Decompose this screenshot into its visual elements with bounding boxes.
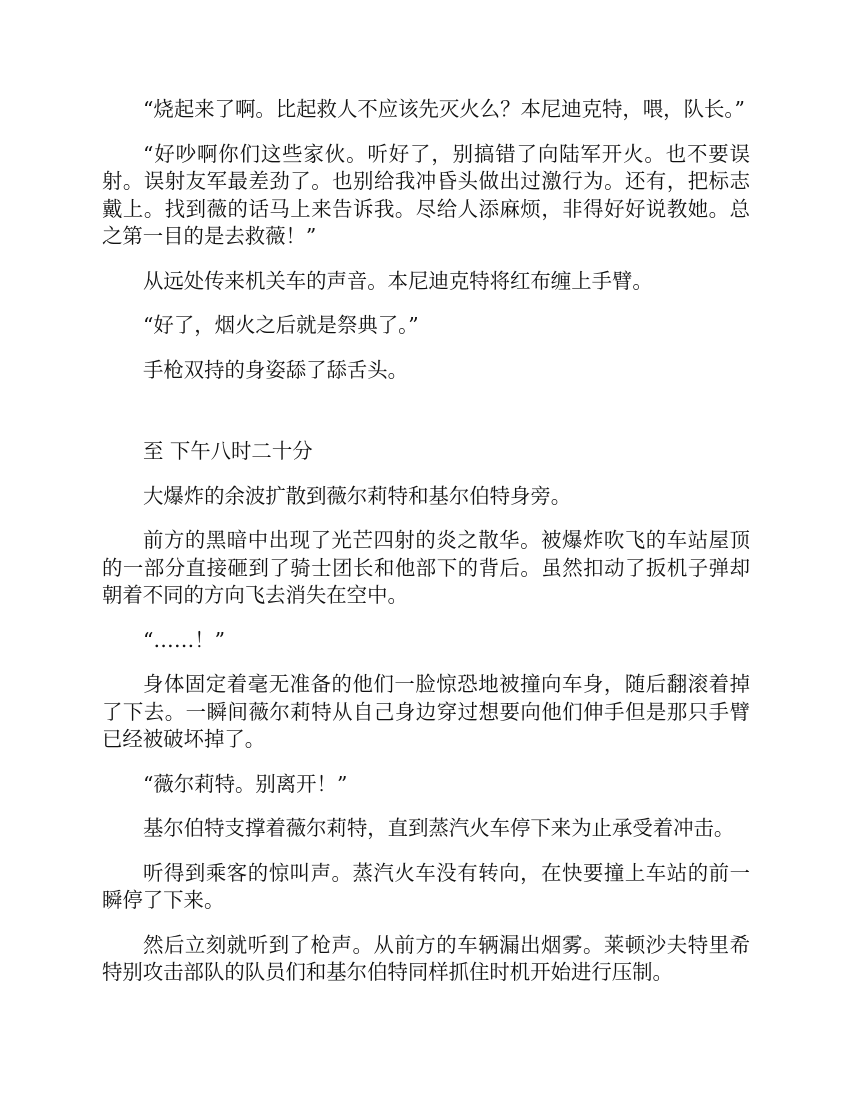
paragraph: 然后立刻就听到了枪声。从前方的车辆漏出烟雾。莱顿沙夫特里希特别攻击部队的队员们和基尔伯特同样抓住时机开始进行压制。 bbox=[102, 932, 750, 984]
paragraph: “好了，烟火之后就是祭典了。” bbox=[143, 313, 419, 337]
paragraph: 大爆炸的余波扩散到薇尔莉特和基尔伯特身旁。 bbox=[143, 483, 572, 508]
paragraph: 前方的黑暗中出现了光芒四射的炎之散华。被爆炸吹飞的车站屋顶的一部分直接砸到了骑士团长和他部下的背后。虽然扣动了扳机子弹却朝着不同的方向飞去消失在空中。 bbox=[102, 528, 750, 607]
paragraph: 基尔伯特支撑着薇尔莉特，直到蒸汽火车停下来为止承受着冲击。 bbox=[143, 816, 735, 840]
paragraph: “薇尔莉特。别离开！” bbox=[143, 771, 348, 796]
paragraph: 手枪双持的身姿舔了舔舌头。 bbox=[143, 357, 409, 382]
paragraph: 听得到乘客的惊叫声。蒸汽火车没有转向，在快要撞上车站的前一瞬停了下来。 bbox=[102, 860, 750, 912]
section-gap bbox=[102, 401, 750, 438]
paragraph: “好吵啊你们这些家伙。听好了，别搞错了向陆军开火。也不要误射。误射友军最差劲了。也别给我冲昏头做出过激行为。还有，把标志戴上。找到薇的话马上来告诉我。尽给人添麻烦，非得好好说教她。总之第一目的是去救薇！” bbox=[102, 141, 750, 248]
document-body bbox=[102, 96, 750, 1004]
section-heading: 至 下午八时二十分 bbox=[143, 439, 313, 463]
paragraph: 身体固定着毫无准备的他们一脸惊恐地被撞向车身，随后翻滚着掉了下去。一瞬间薇尔莉特从自己身边穿过想要向他们伸手但是那只手臂已经被破坏掉了。 bbox=[102, 672, 750, 751]
paragraph: 从远处传来机关车的声音。本尼迪克特将红布缠上手臂。 bbox=[143, 268, 653, 293]
paragraph: “烧起来了啊。比起救人不应该先灭火么？本尼迪克特，喂，队长。” bbox=[143, 97, 745, 121]
paragraph: “……！” bbox=[143, 627, 226, 652]
